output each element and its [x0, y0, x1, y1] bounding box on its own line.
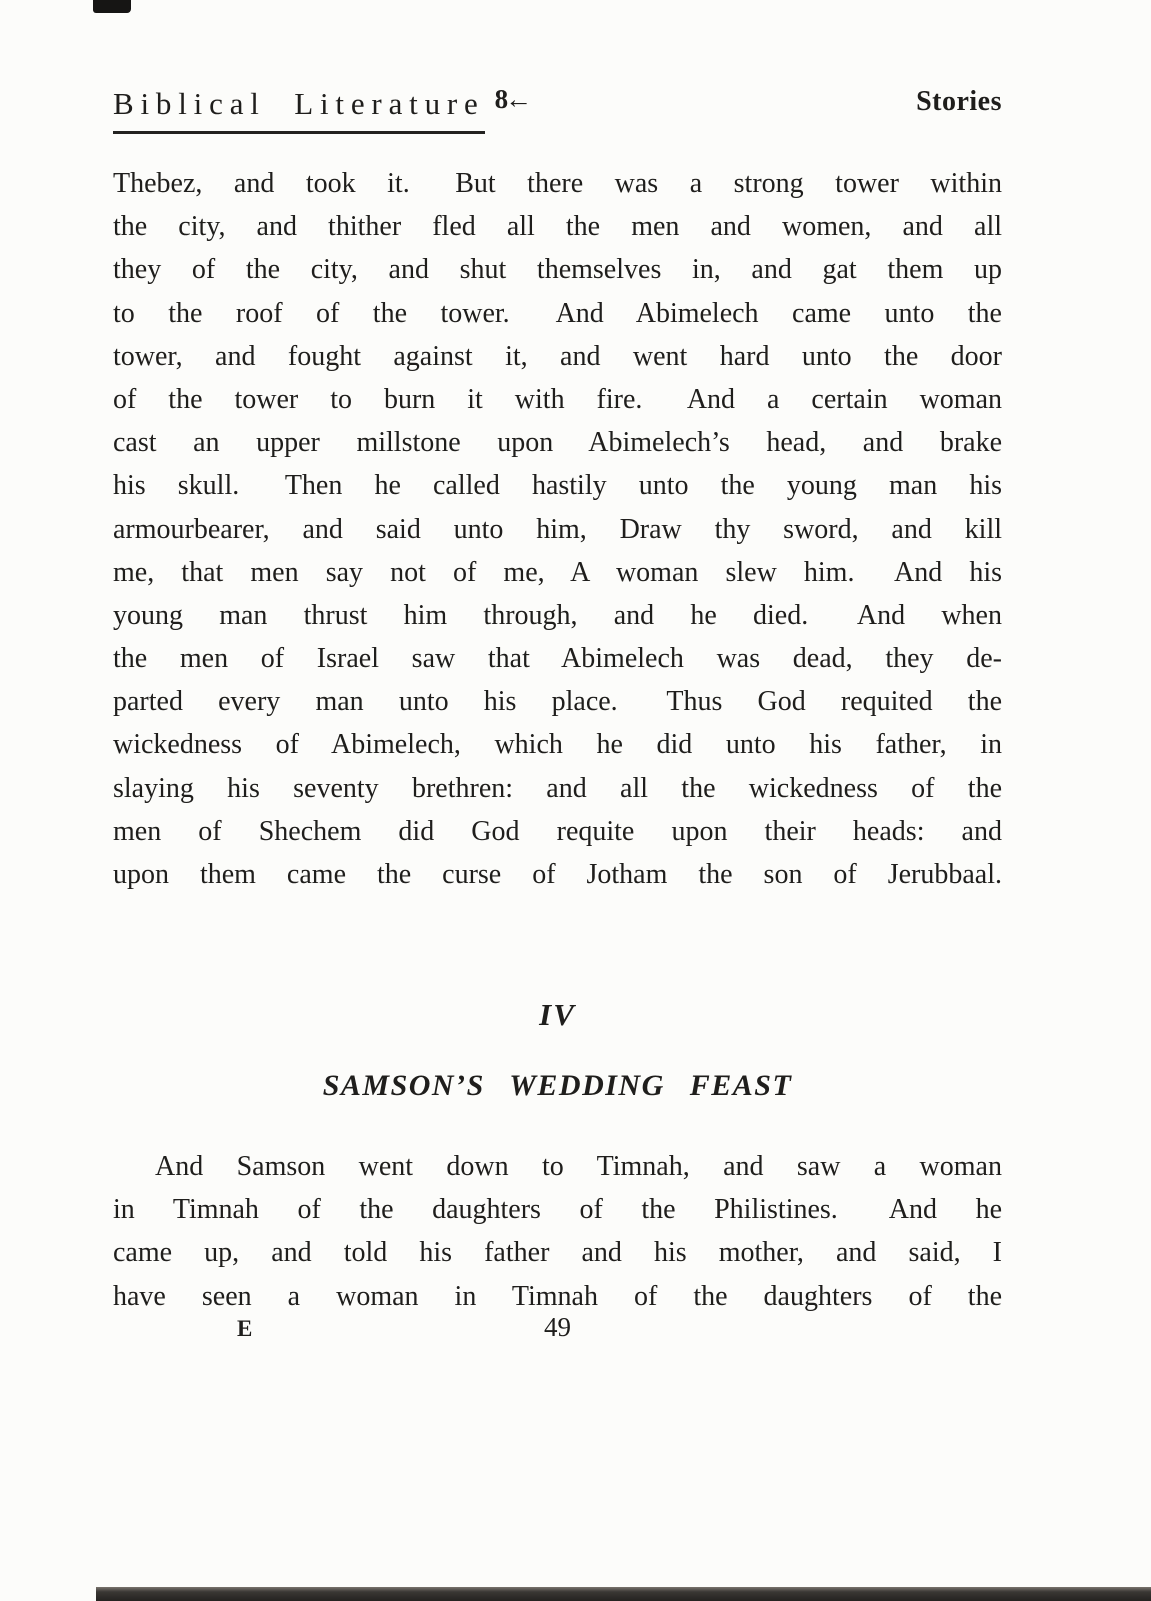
ornament-icon: 8← — [494, 84, 530, 114]
signature-mark: E — [237, 1316, 254, 1341]
text-line: upon them came the curse of Jotham the son of Jerubbaal. — [113, 859, 1002, 890]
text-line: parted every man unto his place. Thus God requited the — [113, 686, 1002, 718]
paragraph — [113, 162, 1002, 896]
chapter-title: SAMSON’S WEDDING FEAST — [322, 1069, 793, 1102]
page-header — [113, 84, 1002, 134]
paragraph — [113, 1145, 1002, 1318]
chapter-number: IV — [539, 997, 576, 1032]
text-line: tower, and fought against it, and went hard unto the door — [113, 340, 1002, 372]
text-line: slaying his seventy brethren: and all the wickedness of the — [113, 772, 1002, 804]
running-title: Biblical Literature — [113, 86, 485, 134]
text-line: me, that men say not of me, A woman slew him. And his — [113, 556, 1002, 588]
text-line: in Timnah of the daughters of the Philistines. And he — [113, 1194, 1002, 1226]
text-line: Thebez, and took it. But there was a strong tower within — [113, 168, 1002, 199]
text-line: have seen a woman in Timnah of the daughters of the — [113, 1280, 1002, 1312]
scan-artifact-bottom — [96, 1587, 1151, 1601]
text-line: to the roof of the tower. And Abimelech came unto the — [113, 297, 1002, 329]
text-line: men of Shechem did God requite upon their heads: and — [113, 815, 1002, 847]
text-line: the city, and thither fled all the men and women, and all — [113, 211, 1002, 243]
text-line: came up, and told his father and his mother, and said, I — [113, 1237, 1002, 1269]
text-line: cast an upper millstone upon Abimelech’s head, and brake — [113, 427, 1002, 459]
text-line: young man thrust him through, and he died. And when — [113, 599, 1002, 631]
text-line: armourbearer, and said unto him, Draw thy sword, and kill — [113, 513, 1002, 545]
text-line: wickedness of Abimelech, which he did unto his father, in — [113, 729, 1002, 761]
page-footer — [113, 1312, 1002, 1343]
page-number: 49 — [544, 1312, 571, 1342]
running-label: Stories — [916, 86, 1002, 117]
text-line: the men of Israel saw that Abimelech was dead, they de- — [113, 643, 1002, 675]
scan-artifact-top — [93, 0, 131, 13]
text-line: his skull. Then he called hastily unto the young man his — [113, 470, 1002, 502]
text-line: And Samson went down to Timnah, and saw a woman — [155, 1151, 1002, 1182]
text-line: they of the city, and shut themselves in, and gat them up — [113, 254, 1002, 286]
text-line: of the tower to burn it with fire. And a certain woman — [113, 383, 1002, 415]
